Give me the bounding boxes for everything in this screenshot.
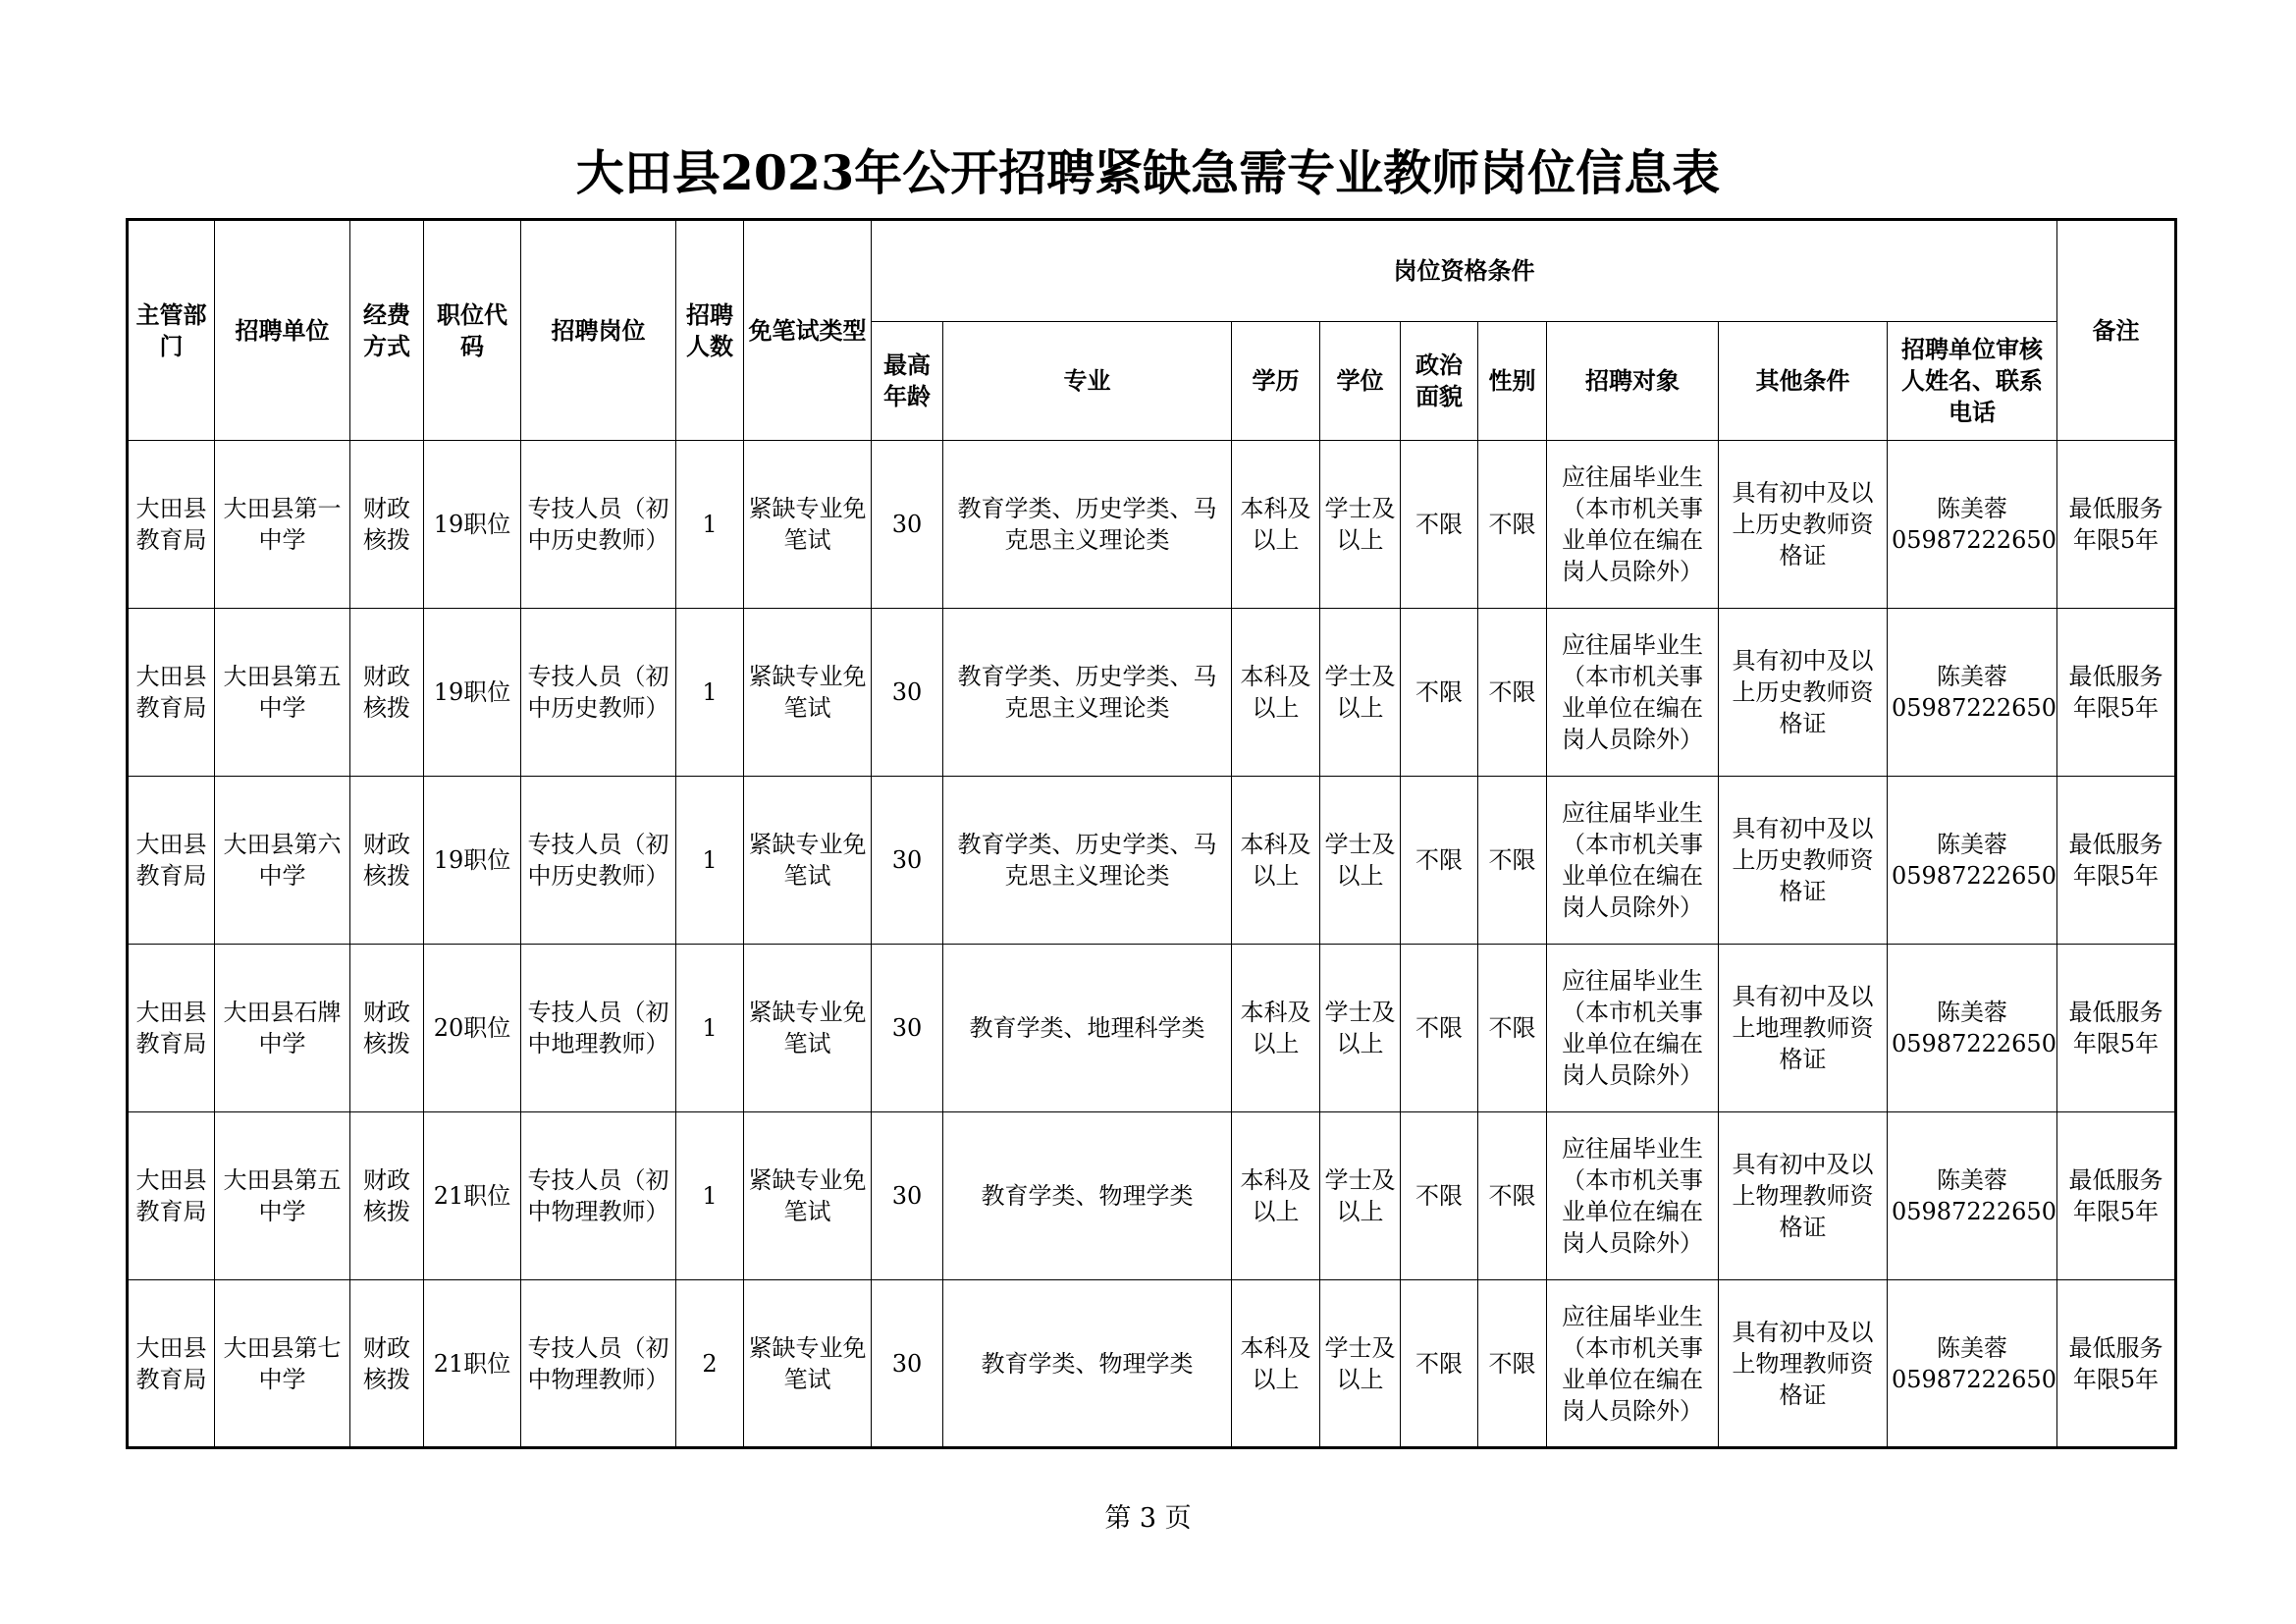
- cell-age: 30: [872, 945, 943, 1112]
- cell-post: 专技人员（初中历史教师）: [521, 777, 676, 945]
- cell-post: 专技人员（初中物理教师）: [521, 1112, 676, 1280]
- cell-funding: 财政核拨: [350, 609, 424, 777]
- cell-age: 30: [872, 441, 943, 609]
- cell-remark: 最低服务年限5年: [2057, 1280, 2176, 1448]
- cell-education: 本科及以上: [1232, 441, 1320, 609]
- contact-phone: 05987222650: [1892, 1030, 2056, 1057]
- cell-remark: 最低服务年限5年: [2057, 945, 2176, 1112]
- cell-unit: 大田县石牌中学: [215, 945, 350, 1112]
- cell-unit: 大田县第七中学: [215, 1280, 350, 1448]
- header-unit: 招聘单位: [215, 220, 350, 441]
- header-major: 专业: [943, 322, 1232, 441]
- header-dept: 主管部门: [128, 220, 215, 441]
- cell-post: 专技人员（初中物理教师）: [521, 1280, 676, 1448]
- cell-politics: 不限: [1401, 777, 1478, 945]
- cell-funding: 财政核拨: [350, 777, 424, 945]
- contact-name: 陈美蓉: [1937, 663, 2007, 690]
- cell-gender: 不限: [1478, 945, 1547, 1112]
- cell-major: 教育学类、物理学类: [943, 1112, 1232, 1280]
- cell-politics: 不限: [1401, 1280, 1478, 1448]
- cell-dept: 大田县教育局: [128, 609, 215, 777]
- cell-code: 21职位: [424, 1112, 521, 1280]
- header-count: 招聘人数: [676, 220, 744, 441]
- cell-gender: 不限: [1478, 1112, 1547, 1280]
- header-age: 最高年龄: [872, 322, 943, 441]
- cell-major: 教育学类、物理学类: [943, 1280, 1232, 1448]
- contact-name: 陈美蓉: [1937, 831, 2007, 858]
- cell-age: 30: [872, 609, 943, 777]
- header-degree: 学位: [1320, 322, 1401, 441]
- cell-post: 专技人员（初中历史教师）: [521, 609, 676, 777]
- cell-exam-type: 紧缺专业免笔试: [744, 1280, 872, 1448]
- cell-unit: 大田县第六中学: [215, 777, 350, 945]
- header-funding: 经费方式: [350, 220, 424, 441]
- cell-education: 本科及以上: [1232, 1112, 1320, 1280]
- cell-other: 具有初中及以上历史教师资格证: [1719, 777, 1888, 945]
- cell-politics: 不限: [1401, 441, 1478, 609]
- cell-education: 本科及以上: [1232, 1280, 1320, 1448]
- cell-contact: [1888, 609, 2057, 777]
- contact-name: 陈美蓉: [1937, 495, 2007, 522]
- cell-code: 19职位: [424, 609, 521, 777]
- cell-degree: 学士及以上: [1320, 1280, 1401, 1448]
- cell-unit: 大田县第一中学: [215, 441, 350, 609]
- cell-dept: 大田县教育局: [128, 945, 215, 1112]
- cell-dept: 大田县教育局: [128, 777, 215, 945]
- cell-age: 30: [872, 1112, 943, 1280]
- header-exam-type: 免笔试类型: [744, 220, 872, 441]
- cell-other: 具有初中及以上物理教师资格证: [1719, 1280, 1888, 1448]
- cell-count: 2: [676, 1280, 744, 1448]
- cell-degree: 学士及以上: [1320, 441, 1401, 609]
- header-target: 招聘对象: [1547, 322, 1719, 441]
- cell-major: 教育学类、历史学类、马克思主义理论类: [943, 441, 1232, 609]
- cell-remark: 最低服务年限5年: [2057, 1112, 2176, 1280]
- contact-phone: 05987222650: [1892, 694, 2056, 722]
- cell-target: 应往届毕业生（本市机关事业单位在编在岗人员除外）: [1547, 945, 1719, 1112]
- header-code: 职位代码: [424, 220, 521, 441]
- cell-education: 本科及以上: [1232, 945, 1320, 1112]
- contact-name: 陈美蓉: [1937, 999, 2007, 1026]
- cell-gender: 不限: [1478, 609, 1547, 777]
- cell-education: 本科及以上: [1232, 609, 1320, 777]
- cell-remark: 最低服务年限5年: [2057, 441, 2176, 609]
- cell-politics: 不限: [1401, 609, 1478, 777]
- cell-exam-type: 紧缺专业免笔试: [744, 777, 872, 945]
- header-contact: 招聘单位审核人姓名、联系电话: [1888, 322, 2057, 441]
- cell-degree: 学士及以上: [1320, 609, 1401, 777]
- cell-dept: 大田县教育局: [128, 441, 215, 609]
- cell-major: 教育学类、历史学类、马克思主义理论类: [943, 609, 1232, 777]
- cell-code: 21职位: [424, 1280, 521, 1448]
- cell-dept: 大田县教育局: [128, 1112, 215, 1280]
- contact-phone: 05987222650: [1892, 862, 2056, 890]
- cell-degree: 学士及以上: [1320, 1112, 1401, 1280]
- header-other: 其他条件: [1719, 322, 1888, 441]
- cell-major: 教育学类、历史学类、马克思主义理论类: [943, 777, 1232, 945]
- cell-other: 具有初中及以上历史教师资格证: [1719, 609, 1888, 777]
- contact-phone: 05987222650: [1892, 1365, 2056, 1393]
- contact-phone: 05987222650: [1892, 526, 2056, 554]
- cell-education: 本科及以上: [1232, 777, 1320, 945]
- cell-dept: 大田县教育局: [128, 1280, 215, 1448]
- cell-age: 30: [872, 777, 943, 945]
- header-qualification-group: 岗位资格条件: [872, 220, 2057, 322]
- cell-target: 应往届毕业生（本市机关事业单位在编在岗人员除外）: [1547, 777, 1719, 945]
- cell-contact: [1888, 945, 2057, 1112]
- cell-gender: 不限: [1478, 777, 1547, 945]
- cell-remark: 最低服务年限5年: [2057, 609, 2176, 777]
- cell-other: 具有初中及以上地理教师资格证: [1719, 945, 1888, 1112]
- table-row: [128, 945, 2176, 1112]
- cell-age: 30: [872, 1280, 943, 1448]
- cell-exam-type: 紧缺专业免笔试: [744, 1112, 872, 1280]
- page-title: 大田县2023年公开招聘紧缺急需专业教师岗位信息表: [575, 144, 1721, 201]
- cell-funding: 财政核拨: [350, 441, 424, 609]
- cell-count: 1: [676, 609, 744, 777]
- cell-contact: [1888, 777, 2057, 945]
- cell-count: 1: [676, 441, 744, 609]
- cell-funding: 财政核拨: [350, 945, 424, 1112]
- cell-target: 应往届毕业生（本市机关事业单位在编在岗人员除外）: [1547, 1112, 1719, 1280]
- cell-post: 专技人员（初中地理教师）: [521, 945, 676, 1112]
- cell-target: 应往届毕业生（本市机关事业单位在编在岗人员除外）: [1547, 1280, 1719, 1448]
- table-row: [128, 1280, 2176, 1448]
- cell-contact: [1888, 441, 2057, 609]
- header-post: 招聘岗位: [521, 220, 676, 441]
- cell-count: 1: [676, 777, 744, 945]
- contact-name: 陈美蓉: [1937, 1166, 2007, 1194]
- header-gender: 性别: [1478, 322, 1547, 441]
- cell-contact: [1888, 1280, 2057, 1448]
- cell-gender: 不限: [1478, 1280, 1547, 1448]
- cell-unit: 大田县第五中学: [215, 609, 350, 777]
- table-row: [128, 441, 2176, 609]
- cell-other: 具有初中及以上物理教师资格证: [1719, 1112, 1888, 1280]
- contact-name: 陈美蓉: [1937, 1333, 2007, 1362]
- job-info-table: [126, 218, 2177, 1449]
- header-remark: 备注: [2057, 220, 2176, 441]
- table-row: [128, 777, 2176, 945]
- header-education: 学历: [1232, 322, 1320, 441]
- cell-politics: 不限: [1401, 945, 1478, 1112]
- cell-funding: 财政核拨: [350, 1280, 424, 1448]
- cell-count: 1: [676, 945, 744, 1112]
- cell-degree: 学士及以上: [1320, 777, 1401, 945]
- cell-exam-type: 紧缺专业免笔试: [744, 441, 872, 609]
- header-politics: 政治面貌: [1401, 322, 1478, 441]
- page-number: 第 3 页: [1104, 1503, 1192, 1534]
- cell-target: 应往届毕业生（本市机关事业单位在编在岗人员除外）: [1547, 441, 1719, 609]
- cell-unit: 大田县第五中学: [215, 1112, 350, 1280]
- cell-code: 20职位: [424, 945, 521, 1112]
- cell-major: 教育学类、地理科学类: [943, 945, 1232, 1112]
- cell-politics: 不限: [1401, 1112, 1478, 1280]
- table-row: [128, 609, 2176, 777]
- cell-code: 19职位: [424, 777, 521, 945]
- cell-degree: 学士及以上: [1320, 945, 1401, 1112]
- cell-other: 具有初中及以上历史教师资格证: [1719, 441, 1888, 609]
- cell-exam-type: 紧缺专业免笔试: [744, 609, 872, 777]
- cell-target: 应往届毕业生（本市机关事业单位在编在岗人员除外）: [1547, 609, 1719, 777]
- table-row: [128, 1112, 2176, 1280]
- cell-code: 19职位: [424, 441, 521, 609]
- cell-post: 专技人员（初中历史教师）: [521, 441, 676, 609]
- cell-remark: 最低服务年限5年: [2057, 777, 2176, 945]
- cell-gender: 不限: [1478, 441, 1547, 609]
- cell-count: 1: [676, 1112, 744, 1280]
- contact-phone: 05987222650: [1892, 1198, 2056, 1225]
- table-body: [128, 441, 2176, 1448]
- cell-funding: 财政核拨: [350, 1112, 424, 1280]
- cell-contact: [1888, 1112, 2057, 1280]
- cell-exam-type: 紧缺专业免笔试: [744, 945, 872, 1112]
